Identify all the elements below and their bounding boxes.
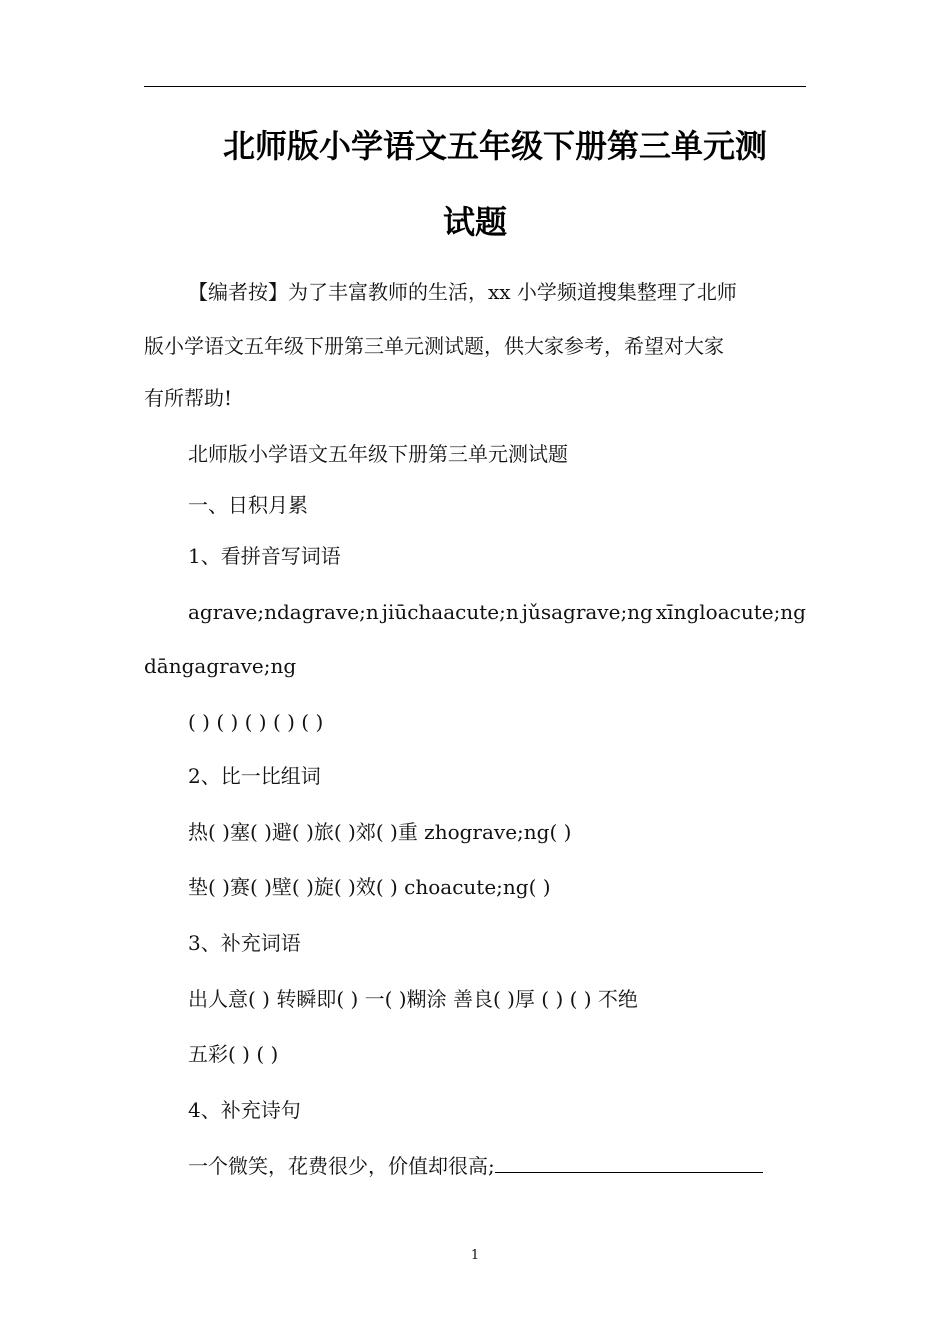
pinyin-word: jiūchaacute;n <box>381 600 519 624</box>
pinyin-word: jǔsagrave;ng <box>521 600 653 624</box>
document-title-line-1: 北师版小学语文五年级下册第三单元测 <box>222 127 767 165</box>
pinyin-wrap-line: dāngagrave;ng <box>144 654 297 678</box>
question-2-line-2: 垫( )赛( )壁( )旋( )效( ) choacute;ng( ) <box>188 875 551 899</box>
page-number: 1 <box>470 1248 480 1263</box>
question-4-heading: 4、补充诗句 <box>188 1098 301 1122</box>
pinyin-word: xīngloacute;ng <box>655 600 806 624</box>
pinyin-row <box>188 598 806 626</box>
question-2-line-1: 热( )塞( )避( )旅( )郊( )重 zhograve;ng( ) <box>188 820 572 844</box>
intro-line-3: 有所帮助! <box>144 386 233 410</box>
question-2-heading: 2、比一比组词 <box>188 764 321 788</box>
answer-blank <box>495 1152 763 1173</box>
header-rule <box>144 86 806 87</box>
subtitle: 北师版小学语文五年级下册第三单元测试题 <box>188 442 568 466</box>
question-1-blanks: ( ) ( ) ( ) ( ) ( ) <box>188 710 324 734</box>
poem-line-text: 一个微笑，花费很少，价值却很高; <box>188 1154 495 1178</box>
intro-line-1: 【编者按】为了丰富教师的生活，xx 小学频道搜集整理了北师 <box>188 280 737 304</box>
pinyin-word: agrave;ndagrave;n <box>188 600 379 624</box>
section-heading-1: 一、日积月累 <box>188 493 308 517</box>
question-3-line-1: 出人意( ) 转瞬即( ) 一( )糊涂 善良( )厚 ( ) ( ) 不绝 <box>188 987 638 1011</box>
question-3-line-2: 五彩( ) ( ) <box>188 1042 279 1066</box>
question-4-line-1 <box>144 1152 806 1180</box>
intro-line-2: 版小学语文五年级下册第三单元测试题，供大家参考，希望对大家 <box>144 334 724 358</box>
document-title-line-2: 试题 <box>442 203 507 241</box>
question-1-heading: 1、看拼音写词语 <box>188 544 341 568</box>
question-3-heading: 3、补充词语 <box>188 931 301 955</box>
